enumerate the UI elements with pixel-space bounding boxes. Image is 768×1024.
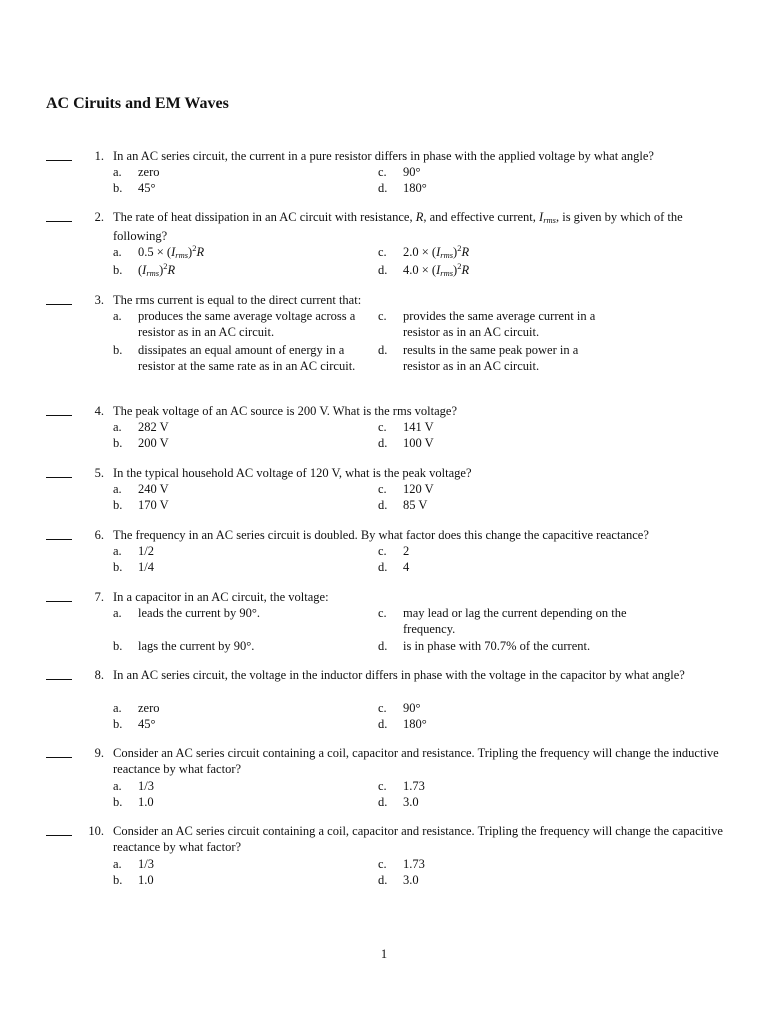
option-text: 1/3: [138, 857, 154, 871]
option-text: 3.0: [403, 795, 419, 809]
answer-blank: [46, 465, 72, 478]
answer-blank: [46, 148, 72, 161]
option-letter: b.: [113, 343, 123, 357]
option-text: is in phase with 70.7% of the current.: [403, 639, 591, 653]
option-letter: a.: [113, 606, 122, 620]
option-letter: b.: [113, 436, 123, 450]
expr-variable: R: [167, 263, 176, 277]
expr-superscript: 2: [192, 243, 197, 253]
stem-variable: R: [415, 210, 424, 224]
option-text: 170 V: [138, 498, 169, 512]
option-text: 1/4: [138, 560, 154, 574]
option-text: 1.73: [403, 779, 425, 793]
option-letter: b.: [113, 639, 123, 653]
answer-blank: [46, 823, 72, 836]
expr-subscript: rms: [175, 250, 189, 260]
option-text: 90°: [403, 701, 421, 715]
question-stem: Consider an AC series circuit containing a coil, capacitor and resistance. Tripling the frequency will change the capacitive reactance by what factor?: [113, 824, 723, 854]
option-text: 4: [403, 560, 410, 574]
expr-text: 0.5 × (: [138, 245, 172, 259]
option-text: dissipates an equal amount of energy in a resistor at the same rate as in an AC circuit.: [138, 343, 356, 373]
option-text: 1/3: [138, 779, 154, 793]
option-letter: c.: [378, 779, 387, 793]
expr-variable: I: [142, 263, 147, 277]
option-text: 282 V: [138, 420, 169, 434]
option-letter: a.: [113, 779, 122, 793]
option-text: 1.0: [138, 795, 154, 809]
question-stem: The frequency in an AC series circuit is doubled. By what factor does this change the capacitive reactance?: [113, 528, 649, 542]
question-stem: In an AC series circuit, the voltage in the inductor differs in phase with the voltage in the capacitor by what angle?: [113, 668, 685, 682]
page-number: 1: [380, 947, 388, 961]
stem-text: , is given by which of the following?: [113, 210, 683, 243]
expr-text: ): [453, 263, 458, 277]
stem-text: The rate of heat dissipation in an AC circuit with resistance,: [113, 210, 416, 224]
option-letter: b.: [113, 498, 123, 512]
answer-blank: [46, 745, 72, 758]
option-letter: a.: [113, 420, 122, 434]
option-letter: b.: [113, 717, 123, 731]
option-text: [403, 262, 469, 281]
option-text: 100 V: [403, 436, 434, 450]
question-number: 8.: [94, 668, 104, 682]
option-letter: c.: [378, 544, 387, 558]
option-text: 1/2: [138, 544, 154, 558]
question-stem: In the typical household AC voltage of 120 V, what is the peak voltage?: [113, 466, 472, 480]
expr-text: ): [159, 263, 164, 277]
option-letter: d.: [378, 873, 388, 887]
question-stem: The rms current is equal to the direct current that:: [113, 293, 362, 307]
option-letter: a.: [113, 309, 122, 323]
option-text: 45°: [138, 181, 156, 195]
answer-blank: [46, 527, 72, 540]
option-letter: d.: [378, 343, 388, 357]
question-number: 7.: [94, 590, 104, 604]
question-number: 3.: [94, 293, 104, 307]
question-stem: The peak voltage of an AC source is 200 V. What is the rms voltage?: [113, 404, 458, 418]
expr-subscript: rms: [440, 268, 454, 278]
option-text: zero: [138, 701, 160, 715]
option-text: 3.0: [403, 873, 419, 887]
answer-blank: [46, 589, 72, 602]
question-stem: [113, 209, 725, 244]
option-text: zero: [138, 165, 160, 179]
option-letter: d.: [378, 795, 388, 809]
question-stem: In a capacitor in an AC circuit, the voltage:: [113, 590, 329, 604]
question-number: 2.: [94, 210, 104, 224]
option-text: 180°: [403, 181, 427, 195]
option-text: 141 V: [403, 420, 434, 434]
option-letter: b.: [113, 181, 123, 195]
option-text: produces the same average voltage across a resistor as in an AC circuit.: [138, 309, 356, 339]
expr-superscript: 2: [163, 261, 168, 271]
option-letter: d.: [378, 717, 388, 731]
expr-text: 4.0 × (: [403, 263, 437, 277]
expr-variable: R: [461, 245, 470, 259]
question-number: 10.: [88, 824, 104, 838]
option-letter: a.: [113, 544, 122, 558]
option-letter: c.: [378, 309, 387, 323]
option-letter: c.: [378, 857, 387, 871]
expr-text: 2.0 × (: [403, 245, 437, 259]
expr-subscript: rms: [440, 250, 454, 260]
option-text: 1.73: [403, 857, 425, 871]
expr-text: (: [138, 263, 143, 277]
question-number: 1.: [94, 149, 104, 163]
answer-blank: [46, 667, 72, 680]
option-text: lags the current by 90°.: [138, 639, 255, 653]
question-number: 6.: [94, 528, 104, 542]
option-letter: d.: [378, 639, 388, 653]
expr-superscript: 2: [457, 243, 462, 253]
option-text: 200 V: [138, 436, 169, 450]
expr-text: ): [188, 245, 193, 259]
option-text: 45°: [138, 717, 156, 731]
option-text: 85 V: [403, 498, 428, 512]
option-letter: b.: [113, 873, 123, 887]
answer-blank: [46, 209, 72, 222]
option-text: 2: [403, 544, 410, 558]
option-text: provides the same average current in a resistor as in an AC circuit.: [403, 309, 596, 339]
option-letter: a.: [113, 165, 122, 179]
expr-variable: I: [436, 245, 441, 259]
expr-variable: I: [171, 245, 176, 259]
stem-text: , and effective current,: [423, 210, 540, 224]
option-letter: d.: [378, 560, 388, 574]
question-stem: In an AC series circuit, the current in a pure resistor differs in phase with the applied voltage by what angle?: [113, 149, 654, 163]
option-letter: c.: [378, 165, 387, 179]
option-letter: c.: [378, 701, 387, 715]
option-letter: d.: [378, 436, 388, 450]
option-text: 180°: [403, 717, 427, 731]
option-letter: d.: [378, 181, 388, 195]
expr-superscript: 2: [457, 261, 462, 271]
option-letter: b.: [113, 263, 123, 277]
page-title: AC Ciruits and EM Waves: [46, 95, 229, 112]
option-text: 120 V: [403, 482, 434, 496]
stem-variable: I: [539, 210, 544, 224]
expr-variable: R: [196, 245, 205, 259]
option-text: [138, 262, 175, 281]
expr-subscript: rms: [146, 268, 160, 278]
answer-blank: [46, 403, 72, 416]
option-letter: d.: [378, 263, 388, 277]
question-number: 4.: [94, 404, 104, 418]
option-letter: a.: [113, 482, 122, 496]
expr-text: ): [453, 245, 458, 259]
option-letter: c.: [378, 245, 387, 259]
option-letter: a.: [113, 245, 122, 259]
stem-subscript: rms: [543, 215, 556, 225]
option-letter: c.: [378, 606, 387, 620]
option-letter: a.: [113, 701, 122, 715]
option-text: 240 V: [138, 482, 169, 496]
option-letter: c.: [378, 482, 387, 496]
question-number: 5.: [94, 466, 104, 480]
option-text: [138, 244, 204, 263]
option-text: 90°: [403, 165, 421, 179]
option-text: leads the current by 90°.: [138, 606, 260, 620]
expr-variable: R: [461, 263, 470, 277]
option-letter: b.: [113, 795, 123, 809]
option-letter: a.: [113, 857, 122, 871]
answer-blank: [46, 292, 72, 305]
option-text: results in the same peak power in a resistor as in an AC circuit.: [403, 343, 579, 373]
expr-variable: I: [436, 263, 441, 277]
question-number: 9.: [94, 746, 104, 760]
option-letter: d.: [378, 498, 388, 512]
option-text: 1.0: [138, 873, 154, 887]
option-letter: c.: [378, 420, 387, 434]
option-text: may lead or lag the current depending on the frequency.: [403, 606, 627, 636]
question-stem: Consider an AC series circuit containing a coil, capacitor and resistance. Tripling the frequency will change the inductive reactance by what factor?: [113, 746, 719, 776]
option-letter: b.: [113, 560, 123, 574]
